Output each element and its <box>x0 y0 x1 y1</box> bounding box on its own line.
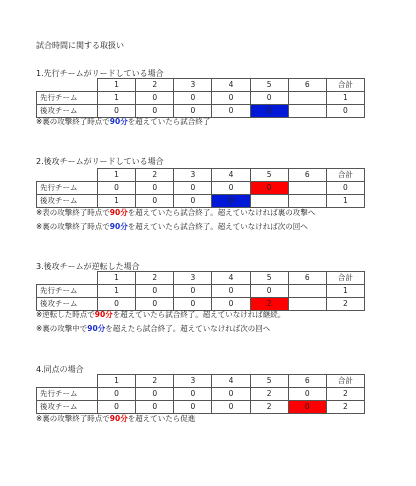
score-cell <box>288 285 326 298</box>
note-text: を超えていたら促進 <box>127 414 196 423</box>
note-text: を超えていたら試合終了 <box>127 117 211 126</box>
team-cell: 後攻チーム <box>37 298 98 311</box>
section-heading-4: 4.同点の場合 <box>36 365 84 374</box>
note-text: を超えたら試合終了。超えていなければ次の回へ <box>105 324 271 333</box>
score-cell: 0 <box>288 388 326 401</box>
score-cell: 0 <box>136 92 174 105</box>
score-cell: 0 <box>212 285 250 298</box>
team-cell: 後攻チーム <box>37 195 98 208</box>
score-cell: 0 <box>98 388 136 401</box>
header-cell: 2 <box>136 79 174 92</box>
team-cell: 先行チーム <box>37 285 98 298</box>
score-cell: 0 <box>174 285 212 298</box>
corner-cell <box>37 79 98 92</box>
team-cell: 後攻チーム <box>37 401 98 414</box>
score-cell: 0 <box>136 105 174 118</box>
score-cell: 0 <box>98 401 136 414</box>
header-cell: 6 <box>288 375 326 388</box>
note-text: ※裏の攻撃中で <box>36 324 88 333</box>
header-row <box>37 79 365 92</box>
header-cell: 5 <box>250 375 288 388</box>
score-cell: 0 <box>212 105 250 118</box>
note <box>36 413 195 424</box>
score-cell <box>288 92 326 105</box>
note-text: ※裏の攻撃終了時点で <box>36 414 110 423</box>
score-cell: 0 <box>136 298 174 311</box>
total-cell: 1 <box>326 285 364 298</box>
header-cell: 6 <box>288 79 326 92</box>
note <box>36 207 315 218</box>
header-cell: 3 <box>174 272 212 285</box>
total-cell: 2 <box>326 388 364 401</box>
score-table-3 <box>36 271 365 311</box>
team-cell: 先行チーム <box>37 92 98 105</box>
section-heading-1: 1.先行チームがリードしている場合 <box>36 69 164 78</box>
note-text: を超えていたら試合終了。超えていなければ次の回へ <box>127 222 308 231</box>
header-cell: 3 <box>174 79 212 92</box>
header-cell: 2 <box>136 169 174 182</box>
table-row <box>37 195 365 208</box>
corner-cell <box>37 272 98 285</box>
score-cell: 0 <box>174 182 212 195</box>
header-cell: 2 <box>136 375 174 388</box>
score-cell: 2 <box>250 388 288 401</box>
score-table-1 <box>36 78 365 118</box>
score-cell <box>288 182 326 195</box>
header-cell: 1 <box>98 375 136 388</box>
emphasis-time: 90分 <box>109 208 128 217</box>
emphasis-time: 90分 <box>109 222 128 231</box>
score-table-2 <box>36 168 365 208</box>
header-cell: 合計 <box>326 79 364 92</box>
note-text: ※裏の攻撃終了時点で <box>36 222 110 231</box>
emphasis-time: 90分 <box>109 414 128 423</box>
header-row <box>37 169 365 182</box>
score-cell: 0 <box>174 105 212 118</box>
score-cell: 0 <box>250 92 288 105</box>
emphasis-time: 90分 <box>94 310 113 319</box>
header-cell: 4 <box>212 375 250 388</box>
score-cell: 0 <box>212 298 250 311</box>
total-cell: 0 <box>326 105 364 118</box>
score-cell: 0 <box>212 92 250 105</box>
score-cell: 0 <box>174 298 212 311</box>
corner-cell <box>37 169 98 182</box>
note-text: を超えていたら試合終了。超えていなければ裏の攻撃へ <box>127 208 316 217</box>
note <box>36 323 270 334</box>
score-cell: 0 <box>98 182 136 195</box>
score-cell: 0 <box>212 388 250 401</box>
note-text: を超えていたら試合終了。超えていなければ継続。 <box>112 310 286 319</box>
header-cell: 1 <box>98 169 136 182</box>
section-heading-3: 3.後攻チームが逆転した場合 <box>36 262 140 271</box>
header-cell: 3 <box>174 169 212 182</box>
score-cell: 0 <box>174 92 212 105</box>
header-cell: 6 <box>288 169 326 182</box>
header-cell: 合計 <box>326 375 364 388</box>
score-cell: 1 <box>98 195 136 208</box>
score-cell: 0 <box>174 388 212 401</box>
score-cell: 0 <box>98 105 136 118</box>
score-cell: 0 <box>136 285 174 298</box>
team-cell: 後攻チーム <box>37 105 98 118</box>
header-cell: 5 <box>250 272 288 285</box>
highlight-cell: 0 <box>288 401 326 414</box>
highlight-cell: 2 <box>250 298 288 311</box>
score-cell: 0 <box>212 401 250 414</box>
score-cell <box>288 105 326 118</box>
emphasis-time: 90分 <box>109 117 128 126</box>
score-cell: 0 <box>136 182 174 195</box>
team-cell: 先行チーム <box>37 182 98 195</box>
highlight-cell: 0 <box>212 195 250 208</box>
total-cell: 2 <box>326 401 364 414</box>
header-cell: 1 <box>98 79 136 92</box>
team-cell: 先行チーム <box>37 388 98 401</box>
score-cell: 0 <box>136 195 174 208</box>
note-text: ※逆転した時点で <box>36 310 95 319</box>
table-row <box>37 388 365 401</box>
score-cell <box>288 298 326 311</box>
note <box>36 116 210 127</box>
score-cell: 0 <box>136 401 174 414</box>
score-cell: 1 <box>98 285 136 298</box>
header-cell: 4 <box>212 169 250 182</box>
score-cell: 0 <box>174 195 212 208</box>
total-cell: 2 <box>326 298 364 311</box>
score-cell: 0 <box>136 388 174 401</box>
score-cell: 0 <box>98 298 136 311</box>
header-row <box>37 272 365 285</box>
header-row <box>37 375 365 388</box>
score-table-4 <box>36 374 365 414</box>
corner-cell <box>37 375 98 388</box>
score-cell: 0 <box>250 285 288 298</box>
table-row <box>37 285 365 298</box>
highlight-cell: 0 <box>250 105 288 118</box>
header-cell: 5 <box>250 169 288 182</box>
header-cell: 4 <box>212 272 250 285</box>
header-cell: 6 <box>288 272 326 285</box>
note <box>36 309 285 320</box>
table-row <box>37 182 365 195</box>
score-cell <box>250 195 288 208</box>
note <box>36 221 308 232</box>
total-cell: 1 <box>326 195 364 208</box>
page-title: 試合時間に関する取扱い <box>36 41 124 50</box>
header-cell: 4 <box>212 79 250 92</box>
header-cell: 2 <box>136 272 174 285</box>
emphasis-time: 90分 <box>87 324 106 333</box>
table-row <box>37 401 365 414</box>
header-cell: 合計 <box>326 169 364 182</box>
score-cell: 1 <box>98 92 136 105</box>
score-cell: 0 <box>212 182 250 195</box>
total-cell: 0 <box>326 182 364 195</box>
score-cell: 2 <box>250 401 288 414</box>
score-cell: 0 <box>174 401 212 414</box>
header-cell: 3 <box>174 375 212 388</box>
highlight-cell: 0 <box>250 182 288 195</box>
score-cell <box>288 195 326 208</box>
header-cell: 1 <box>98 272 136 285</box>
section-heading-2: 2.後攻チームがリードしている場合 <box>36 157 164 166</box>
total-cell: 1 <box>326 92 364 105</box>
header-cell: 合計 <box>326 272 364 285</box>
table-row <box>37 92 365 105</box>
note-text: ※表の攻撃終了時点で <box>36 208 110 217</box>
note-text: ※裏の攻撃終了時点で <box>36 117 110 126</box>
header-cell: 5 <box>250 79 288 92</box>
